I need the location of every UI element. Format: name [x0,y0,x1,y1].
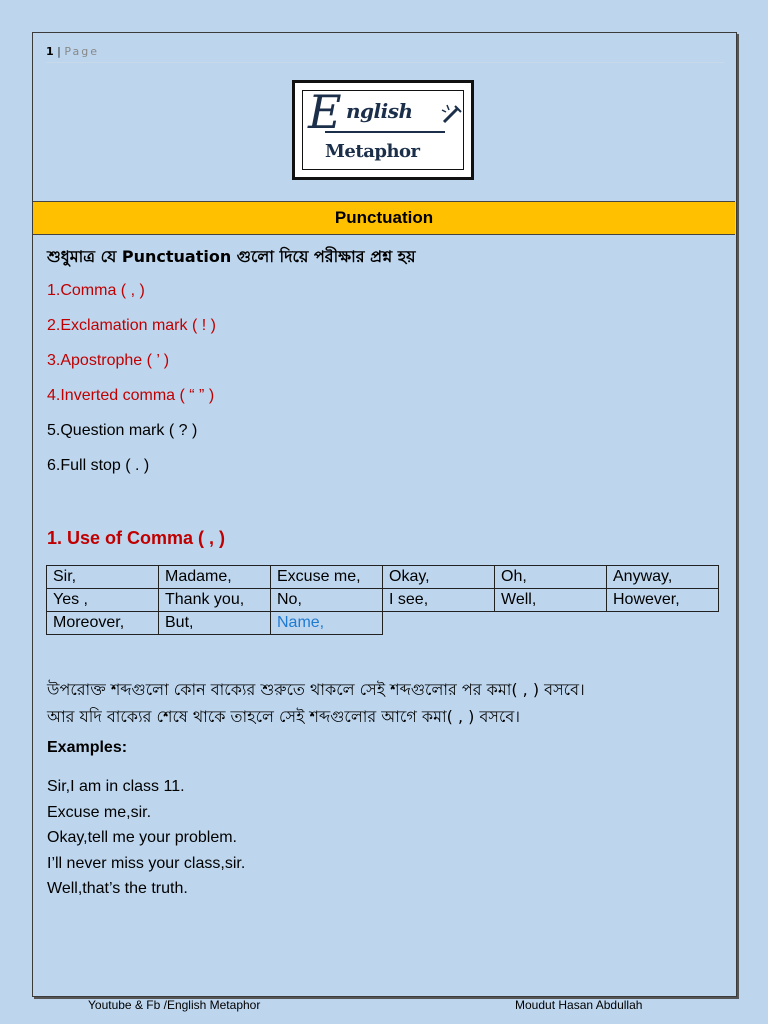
bangla-rule [47,676,727,730]
table-cell: Excuse me, [271,566,383,589]
page-separator: | [53,45,65,58]
pen-icon [441,103,463,125]
example-sentence: Okay,tell me your problem. [47,829,237,846]
logo-line1: nglish [346,99,413,123]
list-item: 4.Inverted comma ( “ ” ) [47,387,215,404]
page-label: Page [64,45,99,58]
bangla-line: উপরোক্ত শব্দগুলো কোন বাক্যের শুরুতে থাকলে সেই শব্দগুলোর পর কমা( , ) বসবে। [47,680,585,699]
example-sentence: Well,that’s the truth. [47,880,188,897]
example-sentence: Excuse me,sir. [47,803,152,821]
logo-line2: Metaphor [325,141,420,162]
list-item: 2.Exclamation mark ( ! ) [47,317,216,334]
page-title: Punctuation [33,201,735,235]
empty-cell [607,612,719,635]
footer-left: Youtube & Fb /English Metaphor [88,998,261,1012]
table-cell: Madame, [159,566,271,589]
table-row [47,612,719,635]
table-cell: Sir, [47,566,159,589]
logo-initial: E [308,85,342,139]
logo-frame [302,85,464,170]
table-cell: Oh, [495,566,607,589]
example-sentence: I’ll never miss your class,sir. [47,854,246,872]
list-item: 3.Apostrophe ( ’ ) [47,352,170,369]
punctuation-list [47,280,216,490]
table-cell: I see, [383,589,495,612]
table-row [47,566,719,589]
page-number: 1 [46,45,54,58]
intro-text: শুধুমাত্র যে Punctuation গুলো দিয়ে পরীক্ষার প্রশ্ন হয় [47,247,416,266]
table-cell: Moreover, [47,612,159,635]
table-cell: Thank you, [159,589,271,612]
list-item: 1.Comma ( , ) [47,282,145,299]
examples-list [47,774,245,902]
table-row [47,589,719,612]
table-cell: No, [271,589,383,612]
table-cell: Yes , [47,589,159,612]
list-item: 5.Question mark ( ? ) [47,422,198,439]
table-cell: Okay, [383,566,495,589]
table-cell: Well, [495,589,607,612]
page-header [46,45,99,58]
bangla-line: আর যদি বাক্যের শেষে থাকে তাহলে সেই শব্দগুলোর আগে কমা( , ) বসবে। [47,707,521,726]
table-cell-highlight: Name, [271,612,383,635]
table-cell: Anyway, [607,566,719,589]
list-item: 6.Full stop ( . ) [47,457,150,474]
examples-heading: Examples: [47,739,128,756]
example-sentence: Sir,I am in class 11. [47,778,185,795]
empty-cell [383,612,495,635]
table-cell: However, [607,589,719,612]
header-divider [46,62,724,63]
logo-underline [325,131,445,133]
comma-words-table [46,565,719,635]
table-cell: But, [159,612,271,635]
empty-cell [495,612,607,635]
section-heading: 1. Use of Comma ( , ) [47,528,226,548]
footer-right: Moudut Hasan Abdullah [515,998,643,1012]
logo [292,80,474,180]
